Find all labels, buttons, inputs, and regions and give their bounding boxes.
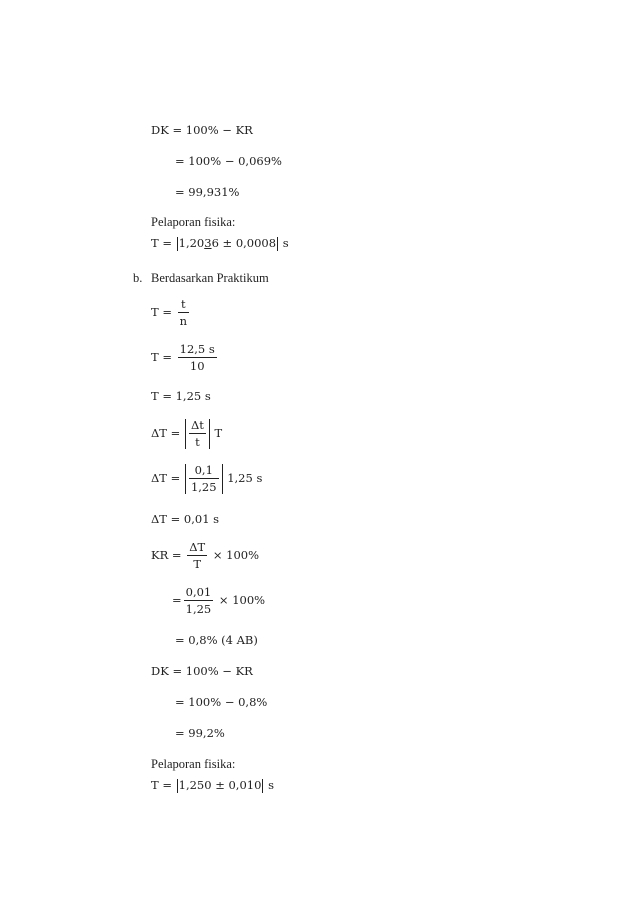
report-value-a-underlined: 3 [204, 236, 212, 250]
dt-def-lhs: ΔT = [151, 426, 181, 440]
report-result-a [151, 236, 289, 251]
kr-def-num: ΔT [189, 540, 206, 554]
kr-def-den: T [193, 557, 202, 571]
t-def-fraction [178, 298, 189, 328]
report-result-b [151, 778, 274, 793]
report-unit-a: s [279, 236, 289, 250]
t-sub-num: 12,5 s [179, 342, 215, 356]
dt-def-num: Δt [190, 418, 204, 432]
kr-sub-fraction [184, 586, 214, 616]
kr-def-fraction [187, 541, 207, 571]
dt-result: ΔT = 0,01 s [151, 512, 220, 526]
dt-sub-fraction [189, 464, 219, 494]
abs-bar-right [277, 237, 278, 251]
abs-bar-left [185, 419, 186, 449]
dt-def-rhs: T [214, 426, 223, 440]
abs-bar-left [185, 464, 186, 494]
kr-definition [151, 541, 259, 571]
abs-bar-right [209, 419, 210, 449]
abs-bar-left [177, 237, 178, 251]
dk-result-a: = 99,931% [175, 185, 240, 199]
kr-def-rhs: × 100% [212, 548, 260, 562]
report-prefix-a: T = [151, 236, 176, 250]
t-sub-den: 10 [189, 359, 205, 373]
kr-sub-den: 1,25 [185, 602, 212, 616]
report-label-a: Pelaporan fisika: [151, 215, 236, 229]
t-def-lhs: T = [151, 305, 172, 319]
report-unit-b: s [264, 778, 274, 792]
kr-sub-rhs: × 100% [218, 593, 266, 607]
kr-substitution [172, 586, 265, 616]
kr-result: = 0,8% (4 AB) [175, 633, 258, 647]
dt-sub-rhs: 1,25 s [227, 471, 263, 485]
kr-def-lhs: KR = [151, 548, 182, 562]
t-substitution [151, 343, 219, 373]
list-marker-b: b. [133, 271, 143, 285]
dt-substitution [151, 464, 262, 494]
abs-bar-right [222, 464, 223, 494]
abs-bar-left [177, 779, 178, 793]
t-definition [151, 298, 191, 328]
dt-sub-lhs: ΔT = [151, 471, 181, 485]
report-label-b: Pelaporan fisika: [151, 757, 236, 771]
dk-formula-b: DK = 100% − KR [151, 664, 253, 678]
dk-substitution-b: = 100% − 0,8% [175, 695, 268, 709]
t-result: T = 1,25 s [151, 389, 211, 403]
t-sub-fraction [178, 343, 217, 373]
report-value-a-post: 6 ± 0,0008 [211, 236, 277, 250]
kr-sub-lhs: = [172, 593, 182, 607]
dt-sub-num: 0,1 [189, 464, 219, 479]
dt-sub-den: 1,25 [190, 480, 217, 494]
section-heading-b: Berdasarkan Praktikum [151, 271, 269, 285]
kr-sub-num: 0,01 [185, 585, 212, 599]
dt-def-fraction [189, 419, 206, 449]
report-value-b: 1,250 ± 0,010 [178, 778, 262, 792]
dt-definition [151, 419, 222, 449]
dk-substitution-a: = 100% − 0,069% [175, 154, 282, 168]
report-value-a-pre: 1,20 [178, 236, 205, 250]
dk-formula-a: DK = 100% − KR [151, 123, 253, 137]
t-sub-lhs: T = [151, 350, 172, 364]
dk-result-b: = 99,2% [175, 726, 225, 740]
t-def-den: n [179, 314, 188, 328]
dt-def-den: t [195, 435, 200, 449]
t-def-num: t [178, 298, 189, 313]
report-prefix-b: T = [151, 778, 176, 792]
